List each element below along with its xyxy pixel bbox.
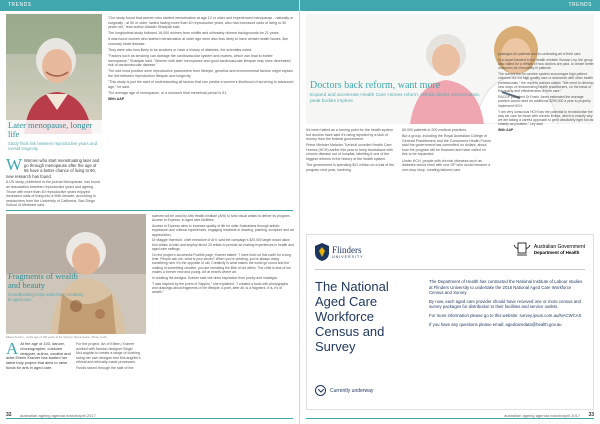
article3-standfirst: Expand and accelerate Health Care Homes reform, rethink doctor remuneration, peak bodies implore [310, 93, 481, 104]
smiling-woman-photo-icon [6, 14, 102, 134]
currently-underway-text: Currently underway [330, 387, 374, 394]
article1-byline: With AAP [108, 96, 125, 101]
ad-body-p1: The Department of Health has contracted the National Institute of Labour studies at Flinders University to undertake the 2016 National Aged Care Workforce Census and Survey. [429, 279, 583, 296]
flinders-sub: UNIVERSITY [332, 254, 364, 259]
gov-dept: Department of Health [533, 249, 580, 255]
article2-col2-p3: Dr Maggie Haertsch, chief executive of AHI, said the campaign's $20,000 target would allow four artists to train and employ about 20 artists to provide art making experiences in health and aged care settings. [152, 238, 294, 252]
article3-col1-p3: The government is spending $21 million on a trial of the program next year, involving [306, 163, 395, 172]
left-page-number: 32 [6, 412, 12, 418]
chevron-down-icon [315, 385, 326, 396]
article2-standfirst: Crowdfunding helps artist bring creativity to aged care [8, 292, 84, 302]
article3-col3-p4: RACGP president Dr Frank Jones estimated the average practice would need an additional $200,000 a year to properly implement HCH. [498, 95, 591, 108]
article1-col2-p5: "Factors such as smoking can damage the cardiovascular system and ovaries, which can lead to earlier menopause," Shadyab said. "Women with later menopause and good cardiovascular lifespan may have decreased risk of cardiovascular disease." [108, 54, 291, 68]
left-footer [0, 410, 299, 424]
article1-col1-p1: A US study, published in the journal Menopause, has found an association between reproductive years and ageing. Those with more than 40 reproductive years enjoyed increased odds of living into a 90th decade, according to researchers from the University of California, San Diego School of Medicine said. [6, 180, 101, 208]
census-survey-advertisement [306, 234, 594, 410]
article3-col3-p3: The current fee-for-service system encourages high patient volumes but not high quality care or teamwork with other health professionals," the report's authors stated. "We need to develop new ways of remunerating health practitioners, on the basis of the quality and effectiveness of their care." [498, 72, 594, 94]
article1-headline-block [6, 120, 102, 152]
article3-col1-p1: It's been hailed as a turning point for the health system but doctors have said it's being stymied by a lack of money from the federal government. [306, 128, 393, 142]
left-section-bar [0, 0, 299, 11]
article2-headline-block [8, 272, 88, 302]
flinders-logo [315, 243, 364, 261]
article2-intro: A At the age of 103, dancer, choreographer, costume designer, author, vocalist and artist Eileen Kramer has started her latest truly project that aims to raise funds for arts in aged care. [6, 339, 71, 370]
article3-byline: With AAP [498, 128, 514, 133]
article2-col1 [6, 339, 72, 372]
article3-col3-p1: packages for patients and co-ordinating all of their care. [498, 52, 582, 56]
article3-col1 [306, 128, 396, 174]
currently-underway-badge [315, 385, 373, 396]
ad-body-p3: For more information please go to this website: survey.ipsos.com.au/NACWCAS [429, 312, 582, 318]
right-section-tag: TRENDS [568, 2, 592, 8]
ad-body-p2: By now, each aged care provider should have received one or more census and survey packages for distribution to their facilities and service outlets. [429, 298, 581, 310]
article3-col2-p2: But a group, including the Royal Australian College of General Practitioners and the Consumers Health Forum said the government has committed no dollars, about how the program will be financed and have called on this to be expanded. [402, 134, 491, 157]
article2-col2-p6: "I was inspired by the poem of Sappho," she explained. "I created a book with photographs and drawings about fragments of her lifestyle. A poet, after all, is a fragment. It is, it's of wealth." [152, 281, 289, 295]
left-footer-text: australian ageing agenda march/april 2017 [20, 413, 96, 418]
article1-col2 [108, 16, 294, 103]
article3-col2 [402, 128, 492, 174]
flinders-name: Flinders [332, 244, 362, 255]
ad-body-p4: If you have any questions please email: agedcaredata@health.gov.au [429, 321, 562, 327]
article1-standfirst: Study finds link between reproductive years and overall longevity [6, 140, 102, 152]
gov-name: Australian Government [533, 243, 585, 250]
ad-headline: The National Aged Care Workforce Census and Survey [315, 279, 389, 354]
article2-col2-p2: Access to Express aims to increase quality of life for older Australians through artistic expression and cultural experiences, engaging residents in drawing, painting, sculpture and art appreciation. [152, 224, 294, 237]
right-footer [300, 410, 600, 424]
article3-col3 [498, 52, 594, 134]
article1-col2-p3: It was found women who started menstruation at older age were also less likely to have certain health issues, like coronary heart disease. [108, 37, 288, 46]
coat-of-arms-icon [513, 241, 531, 257]
article2-col1-p1: For the project, Art of Eileen, Kramer worked with fashion designer Brigid McLaughlin to create a range of clothing using her own designs and McLaughlin's ethical and ethically-made processes. [76, 342, 141, 365]
flinders-crest-icon [315, 243, 329, 261]
article3-col2-p3: Under HCH, people with chronic diseases such as diabetes would enrol with one GP who would become a one-stop shop, creating tailored care [402, 158, 491, 172]
article1-col1 [6, 155, 102, 209]
article2-title: Fragments of wealth and beauty [8, 271, 78, 290]
article1-col2-p7: "This study is just the start of understanding all factors that can predict a women's likelihood of surviving to advanced age," he said. [108, 80, 294, 89]
right-page-number: 33 [588, 412, 594, 418]
article3-col1-p2: Prime Minister Malcolm Turnbull unveiled Health Care Homes (HCH) earlier this year to keep Australians with chronic disease out of hospital, labelling it one of the biggest reforms in the history of the health system. [306, 143, 393, 162]
article1-col2-p1: "Our study found that women who started menstruation at age 12 or older and experienced menopause - naturally or surgically - at 50 or older, lasted having more than 40 reproductive years, also had increased odds of living to 90 years old," lead author Aladdin Shadyab said. [108, 16, 294, 30]
article3-headline-block [310, 80, 530, 105]
right-footer-text: australian ageing agenda march/april 2017 [504, 413, 580, 418]
article1-col2-p8: The average age of menopause, or a woman's final menstrual period is 51. [108, 90, 228, 95]
article2-col2-p1: scarves will be used by Arts Health Institute (AHI) to fund visual artists to deliver its program, Access to Express, in aged care facilities. [152, 214, 291, 223]
right-section-bar [300, 0, 600, 11]
article2-caption: Eileen Kramer - at the age of 100 years at the Sydney Opera House. Photo credit. [6, 335, 108, 339]
article2-col2-p5: In creating the designs, Kramer said she drew inspiration from poetry and nostalgia. [152, 275, 278, 280]
article3-col2-p1: 65,000 patients in 200 medical practices. [402, 128, 468, 132]
left-section-tag: TRENDS [8, 2, 32, 8]
right-page [300, 0, 600, 424]
article2-col1-p2: Funds raised through the sale of the [76, 366, 134, 371]
article1-col2-p6: The odd most positive were reproductive parameters from lifestyle, genetics and environmental factors might explain the link between reproduction lifespan and longevity. [108, 69, 293, 79]
article3-title: Doctors back reform, want more [310, 80, 441, 91]
article1-intro: W Women who start menstruating later and go through menopause after the age of 55 have a better chance of living to 90, new research has found. [6, 155, 100, 179]
article1-photo [6, 14, 102, 134]
article1-title: Later menopause, longer life [6, 120, 102, 140]
article1-col2-p2: The longitudinal study followed 16,000 women from midlife and ultimately diverse backgrounds for 21 years. [108, 31, 280, 36]
article3-col3-p5: "I am very conscious HCH has the potential to revolutionise the way we care for those with chronic illness, which is exactly why we are taking a careful approach to get it absolutely right but as smartly as possible," Ley said. [498, 109, 594, 127]
article2-col2-p4: On the project's successful Pozible page, Kramer stated: "I have lived on this earth for a long time. People ask me, what is your secret? When you're creating, you're always doing something new. It's the opposite of old. Creativity is what makes the world go round and the making of something creative, you are remaking the little of old within. The child is less of me makes a forever new and young. Art at heart's where art. [152, 252, 292, 275]
article3-col3-p2: In a report handed to the health minister Sussan Ley, the group also called for a rethink of how doctors are paid, to create better outcomes for chronically ill patients. [498, 57, 594, 71]
article2-col1b [76, 342, 146, 373]
ad-body [429, 279, 587, 330]
article1-col2-p4: They were also less likely to be smokers or have a history of diabetes, the scientists noted. [108, 48, 253, 53]
australian-government-logo [513, 241, 585, 257]
article-divider [6, 210, 293, 211]
article2-col2 [152, 214, 294, 296]
